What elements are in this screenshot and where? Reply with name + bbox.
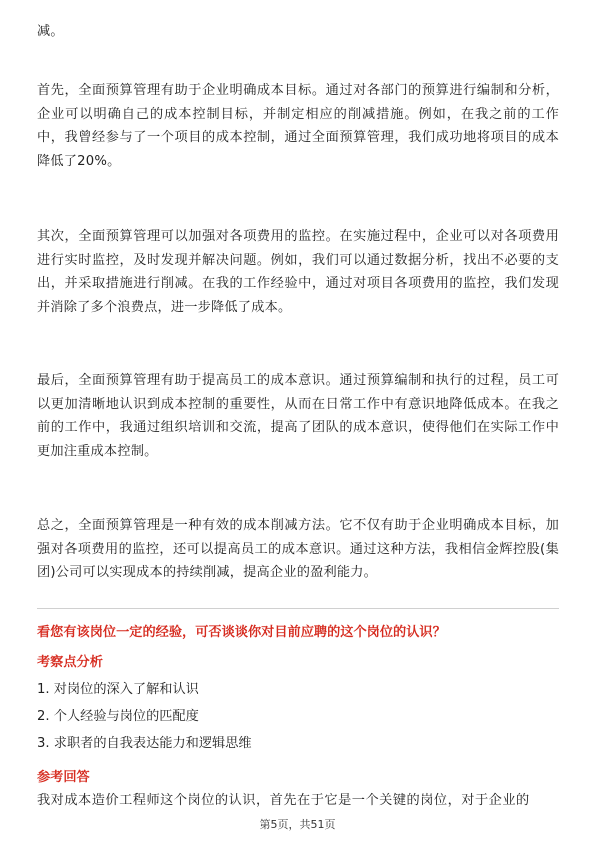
analysis-item-3: 3. 求职者的自我表达能力和逻辑思维 [37,736,252,751]
paragraph-second: 其次，全面预算管理可以加强对各项费用的监控。在实施过程中，企业可以对各项费用进行实时监控，及时发现并解决问题。例如，我们可以通过数据分析，找出不必要的支出，并采取措施进行削减。在我的工作经验中，通过对项目各项费用的监控，我们发现并消除了多个浪费点，进一步降低了成本。 [37,229,559,315]
analysis-heading: 考察点分析 [37,655,103,670]
page-footer: 第5页，共51页 [259,818,336,831]
paragraph-continuation: 减。 [37,24,64,39]
section-divider [37,608,559,609]
paragraph-summary: 总之，全面预算管理是一种有效的成本削减方法。它不仅有助于企业明确成本目标，加强对各项费用的监控，还可以提高员工的成本意识。通过这种方法，我相信金辉控股(集团)公司可以实现成本的持续削减，提高企业的盈利能力。 [37,518,559,581]
answer-heading: 参考回答 [37,770,90,785]
question-heading: 看您有该岗位一定的经验，可否谈谈你对目前应聘的这个岗位的认识？ [37,625,446,640]
analysis-item-1: 1. 对岗位的深入了解和认识 [37,682,199,697]
answer-text: 我对成本造价工程师这个岗位的认识，首先在于它是一个关键的岗位，对于企业的 [37,793,530,808]
paragraph-last: 最后，全面预算管理有助于提高员工的成本意识。通过预算编制和执行的过程，员工可以更加清晰地认识到成本控制的重要性，从而在日常工作中有意识地降低成本。在我之前的工作中，我通过组织培训和交流，提高了团队的成本意识，使得他们在实际工作中更加注重成本控制。 [37,373,559,459]
analysis-item-2: 2. 个人经验与岗位的匹配度 [37,709,199,724]
paragraph-first: 首先，全面预算管理有助于企业明确成本目标。通过对各部门的预算进行编制和分析，企业可以明确自己的成本控制目标，并制定相应的削减措施。例如，在我之前的工作中，我曾经参与了一个项目的成本控制，通过全面预算管理，我们成功地将项目的成本降低了20%。 [37,83,559,169]
